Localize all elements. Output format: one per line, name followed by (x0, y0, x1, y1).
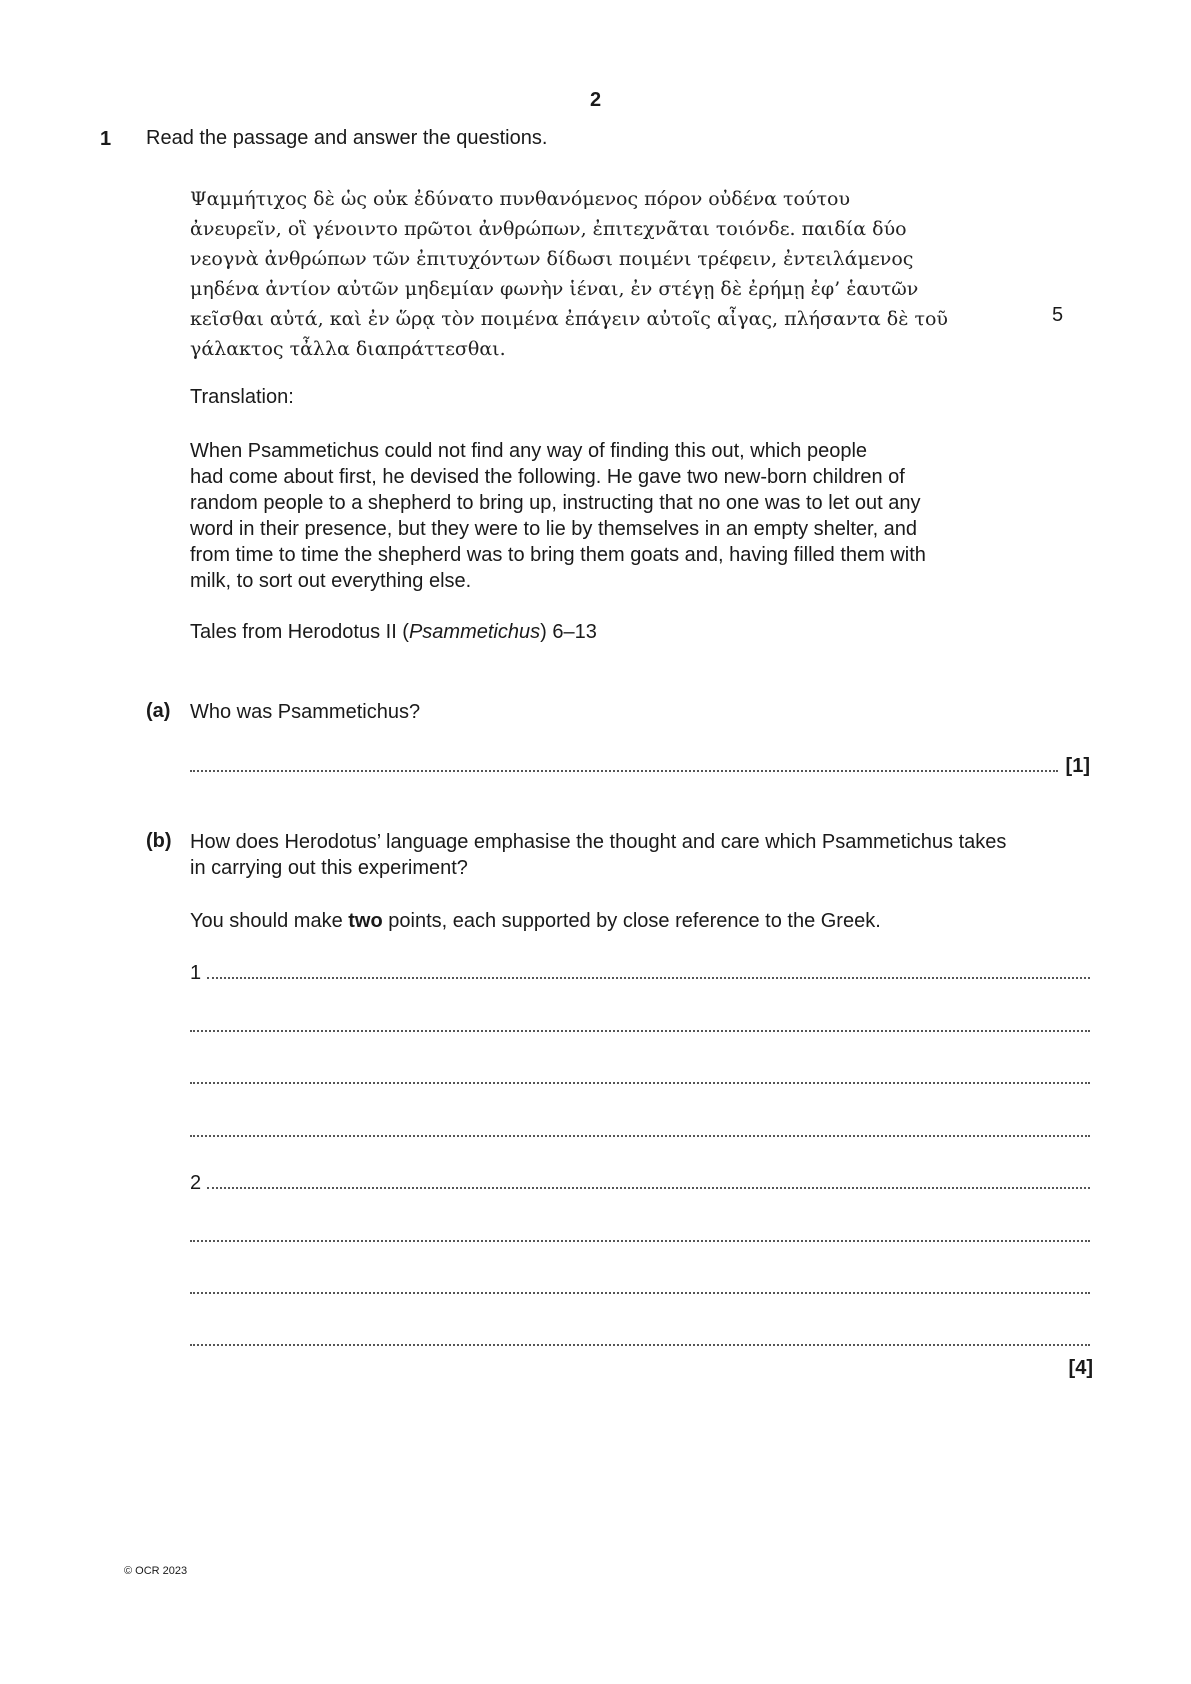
part-a-marks: [1] (1065, 755, 1090, 777)
part-b-marks: [4] (1068, 1357, 1093, 1379)
translation-line: random people to a shepherd to bring up, instructing that no one was to let out any (190, 492, 921, 514)
part-a-answer-line[interactable] (190, 756, 1090, 776)
line-number-marker: 5 (1052, 304, 1064, 326)
translation-line: milk, to sort out everything else. (190, 570, 472, 592)
part-a-label: (a) (146, 700, 171, 722)
greek-passage (190, 184, 1050, 364)
source-title: Psammetichus (408, 621, 541, 643)
answer-line[interactable] (190, 1330, 1090, 1350)
source-prefix: Tales from Herodotus II ( (190, 621, 409, 643)
answer-line[interactable] (190, 1121, 1090, 1141)
instruction-bold: two (348, 910, 383, 932)
answer-dots (207, 1187, 1090, 1189)
point-1-answer-line[interactable] (190, 963, 1090, 983)
point-1-label: 1 (190, 962, 202, 984)
point-2-label: 2 (190, 1172, 202, 1194)
question-intro: Read the passage and answer the questions. (146, 127, 548, 149)
source-reference (190, 621, 597, 644)
part-b-question-line: in carrying out this experiment? (190, 857, 468, 879)
part-b-question-line: How does Herodotus’ language emphasise the thought and care which Psammetichus takes (190, 831, 1007, 853)
translation-line: When Psammetichus could not find any way of finding this out, which people (190, 440, 868, 462)
greek-line: νεογνὰ ἀνθρώπων τῶν ἐπιτυχόντων δίδωσι ποιμένι τρέφειν, ἐντειλάμενος (190, 248, 914, 270)
question-number: 1 (100, 128, 112, 150)
translation-label: Translation: (190, 386, 294, 408)
source-suffix: ) 6–13 (540, 621, 597, 643)
answer-dots (190, 1030, 1090, 1032)
greek-line: ἀνευρεῖν, οἳ γένοιντο πρῶτοι ἀνθρώπων, ἐπιτεχνᾶται τοιόνδε. παιδία δύο (190, 218, 907, 240)
instruction-prefix: You should make (190, 910, 349, 932)
part-b-question (190, 829, 1090, 881)
copyright-footer: © OCR 2023 (124, 1565, 188, 1577)
answer-dots (207, 977, 1090, 979)
translation-passage (190, 438, 1010, 594)
answer-dots (190, 1240, 1090, 1242)
answer-dots (190, 770, 1058, 772)
greek-line: Ψαμμήτιχος δὲ ὡς οὐκ ἐδύνατο πυνθανόμενος πόρον οὐδένα τούτου (190, 188, 850, 210)
answer-line[interactable] (190, 1278, 1090, 1298)
part-a-question: Who was Psammetichus? (190, 701, 421, 723)
answer-dots (190, 1082, 1090, 1084)
answer-dots (190, 1344, 1090, 1346)
part-b-label: (b) (146, 830, 172, 852)
page-number: 2 (589, 89, 602, 111)
translation-line: from time to time the shepherd was to bring them goats and, having filled them with (190, 544, 926, 566)
part-b-instruction (190, 908, 881, 934)
instruction-suffix: points, each supported by close reference to the Greek. (382, 910, 881, 932)
translation-line: word in their presence, but they were to lie by themselves in an empty shelter, and (190, 518, 918, 540)
answer-line[interactable] (190, 1226, 1090, 1246)
translation-line: had come about first, he devised the following. He gave two new-born children of (190, 466, 905, 488)
greek-line: μηδένα ἀντίον αὐτῶν μηδεμίαν φωνὴν ἱέναι, ἐν στέγῃ δὲ ἐρήμῃ ἐφ’ ἑαυτῶν (190, 278, 919, 300)
answer-line[interactable] (190, 1068, 1090, 1088)
answer-dots (190, 1135, 1090, 1137)
point-2-answer-line[interactable] (190, 1173, 1090, 1193)
answer-dots (190, 1292, 1090, 1294)
greek-line: γάλακτος τἆλλα διαπράττεσθαι. (190, 338, 506, 360)
greek-line: κεῖσθαι αὐτά, καὶ ἐν ὥρᾳ τὸν ποιμένα ἐπάγειν αὐτοῖς αἶγας, πλήσαντα δὲ τοῦ (190, 308, 948, 330)
answer-line[interactable] (190, 1016, 1090, 1036)
